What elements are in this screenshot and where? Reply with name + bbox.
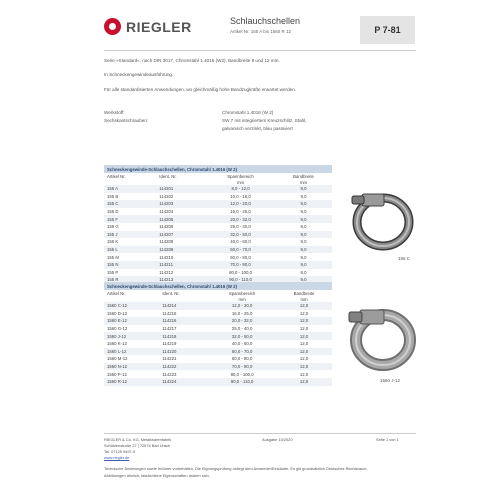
cell-ident: 114206 <box>159 224 174 230</box>
hose-clamp-12mm-image <box>345 300 420 375</box>
table-row <box>104 231 332 239</box>
col-header-range: Spannbereich <box>228 290 256 296</box>
table-row <box>104 200 332 208</box>
footer-web-link[interactable]: www.riegler.de <box>104 455 130 460</box>
cell-width: 9,0 <box>300 239 307 245</box>
cell-range: 50,0 - 70,0 <box>208 348 276 356</box>
cell-article: 155 A <box>104 185 156 193</box>
cell-ident: 114211 <box>156 261 206 269</box>
cell-width: 12,0 <box>299 371 309 377</box>
table-row <box>104 223 332 231</box>
cell-width: 12,0 <box>299 326 309 332</box>
image-caption-1560j12: 1560 J-12 <box>380 378 401 383</box>
footer-disclaimer-2: Abbildungen ähnlich, tatsächliche Eigenschaften ändern sich. <box>104 473 210 478</box>
col-header-ident: Ident. Nr. <box>159 173 177 179</box>
cell-range: 90,0 - 110,0 <box>208 378 276 386</box>
cell-ident: 114213 <box>156 276 206 284</box>
cell-width: 12,0 <box>276 302 332 310</box>
cell-article: 155 D <box>107 209 119 215</box>
page-number-badge: P 7-81 <box>360 16 415 44</box>
hose-clamp-9mm-image <box>348 186 418 256</box>
col-unit-width: mm <box>300 296 308 302</box>
col-header-width: Bandbreite <box>293 173 314 179</box>
cell-range: 16,0 - 25,0 <box>231 310 253 316</box>
cell-width: 9,0 <box>275 185 332 193</box>
table-row <box>104 215 332 223</box>
cell-width: 9,0 <box>275 261 332 269</box>
cell-article: 155 G <box>107 224 119 230</box>
cell-width: 9,0 <box>275 246 332 254</box>
table-row <box>104 302 332 310</box>
cell-range: 20,0 - 32,0 <box>206 215 275 223</box>
col-unit-range: mm <box>236 179 245 185</box>
cell-width: 9,0 <box>300 193 307 199</box>
cell-article: 155 L <box>104 246 156 254</box>
cell-width: 12,0 <box>276 378 332 386</box>
cell-article: 1560 M-12 <box>107 356 128 362</box>
col-header-ident: Ident. Nr. <box>162 290 180 296</box>
table-row <box>104 208 332 216</box>
table-row <box>104 246 332 254</box>
cell-width: 12,0 <box>299 356 309 362</box>
table-row <box>104 332 332 340</box>
cell-article: 1560 E-12 <box>104 317 159 325</box>
cell-width: 12,0 <box>276 348 332 356</box>
cell-range: 40,0 - 60,0 <box>231 341 253 347</box>
spec-value-screws: SW 7 mit integriertem Kreuzschlitz, Stahl, <box>222 118 307 123</box>
table-row <box>104 185 332 193</box>
cell-ident: 114214 <box>159 302 208 310</box>
col-unit-width: mm <box>299 179 308 185</box>
cell-ident: 114207 <box>156 231 206 239</box>
spec-label-material: Werkstoff: <box>104 110 125 115</box>
cell-ident: 114205 <box>156 215 206 223</box>
cell-range: 50,0 - 70,0 <box>206 246 275 254</box>
cell-ident: 114210 <box>159 254 174 260</box>
cell-ident: 114202 <box>159 193 174 199</box>
cell-range: 80,0 - 100,0 <box>230 371 254 377</box>
cell-range: 70,0 - 90,0 <box>208 363 276 371</box>
footer-address: Schützenstraße 27 | 72574 Bad Urach <box>104 443 171 448</box>
cell-ident: 114223 <box>162 371 177 377</box>
intro-line-1: Serie »Standard«, nach DIN 3017, Chromstahl 1.4016 (W2), Bandbreite 9 und 12 mm. <box>104 58 280 63</box>
table-row <box>104 317 332 325</box>
footer-disclaimer-1: Technische Änderungen sowie Irrtümer vorbehalten. Die Eignungsprüfung obliegt dem Anwender/Einkäufer. Es gilt grundsätzlich Deutsches Rechtsraum. <box>104 466 368 471</box>
cell-width: 9,0 <box>275 200 332 208</box>
cell-article: 1560 K-12 <box>107 341 127 347</box>
footer-company: RIEGLER & Co. KG, Metallwarenfabrik <box>104 437 172 442</box>
cell-range: 25,0 - 40,0 <box>231 326 253 332</box>
cell-article: 155 N <box>104 261 156 269</box>
cell-ident: 114209 <box>156 246 206 254</box>
cell-article: 1560 D-12 <box>107 310 128 316</box>
cell-range: 90,0 - 110,0 <box>206 276 275 284</box>
cell-ident: 114222 <box>159 363 208 371</box>
cell-article: 155 C <box>104 200 156 208</box>
cell-ident: 114212 <box>159 269 174 275</box>
cell-range: 40,0 - 60,0 <box>230 239 251 245</box>
table-row <box>104 193 332 201</box>
cell-article: 155 P <box>107 269 119 275</box>
cell-width: 12,0 <box>299 310 309 316</box>
cell-ident: 114218 <box>159 332 208 340</box>
spec-label-screws: Sechskantschrauben: <box>104 118 149 123</box>
cell-width: 12,0 <box>299 341 309 347</box>
cell-range: 8,0 - 12,0 <box>206 185 275 193</box>
cell-article: 155 J <box>104 231 156 239</box>
intro-line-3: Für alle standardisierten Anwendungen, wo gleichmäßig hohe Bandzugkräfte erwartet werden. <box>104 87 297 92</box>
cell-ident: 114216 <box>159 317 208 325</box>
col-unit-range: mm <box>238 296 246 302</box>
cell-range: 12,0 - 20,0 <box>208 302 276 310</box>
table-row <box>104 261 332 269</box>
table-title: Schneckengewinde-Schlauchschellen, Chromstahl 1.4016 (W 2) <box>104 282 332 290</box>
table-row <box>104 378 332 386</box>
cell-ident: 114220 <box>159 348 208 356</box>
col-header-article: Artikel Nr. <box>107 173 126 179</box>
footer-page: Seite 1 von 1 <box>376 437 399 442</box>
intro-line-2: In Schneckengewindeausführung. <box>104 72 174 77</box>
cell-article: 155 M <box>107 254 119 260</box>
cell-article: 1560 P-12 <box>107 371 127 377</box>
footer-edition: Ausgabe 10/2020 <box>262 437 293 442</box>
table-row <box>104 370 332 378</box>
col-header-range: Spannbereich <box>227 173 254 179</box>
cell-ident: 114203 <box>156 200 206 208</box>
table-row <box>104 238 332 246</box>
cell-width: 9,0 <box>300 269 307 275</box>
riegler-logo-icon <box>104 18 121 35</box>
table-row <box>104 269 332 277</box>
cell-article: 1560 J-12 <box>104 332 159 340</box>
cell-range: 80,0 - 100,0 <box>229 269 252 275</box>
cell-width: 12,0 <box>276 332 332 340</box>
footer-phone: Tel. 07125 9497-0 <box>104 449 136 454</box>
cell-article: 155 B <box>107 193 119 199</box>
cell-article: 155 F <box>104 215 156 223</box>
cell-width: 9,0 <box>275 231 332 239</box>
document-title: Schlauchschellen <box>230 16 301 26</box>
cell-article: 155 K <box>107 239 119 245</box>
table-row <box>104 253 332 261</box>
cell-width: 9,0 <box>300 254 307 260</box>
product-table-12mm <box>104 282 332 386</box>
product-table-9mm <box>104 165 332 284</box>
cell-width: 9,0 <box>300 209 307 215</box>
cell-article: 155 R <box>104 276 156 284</box>
image-caption-155c: 155 C <box>398 256 411 261</box>
cell-ident: 114204 <box>159 209 174 215</box>
cell-ident: 114219 <box>162 341 177 347</box>
cell-range: 60,0 - 80,0 <box>231 356 253 362</box>
cell-width: 12,0 <box>276 363 332 371</box>
cell-range: 25,0 - 40,0 <box>230 224 251 230</box>
col-header-article: Artikel Nr. <box>107 290 126 296</box>
cell-range: 32,0 - 50,0 <box>208 332 276 340</box>
table-row <box>104 355 332 363</box>
cell-article: 1560 G-12 <box>107 326 128 332</box>
cell-ident: 114217 <box>162 326 177 332</box>
cell-article: 1560 L-12 <box>104 348 159 356</box>
cell-article: 1560 R-12 <box>104 378 159 386</box>
cell-width: 9,0 <box>300 224 307 230</box>
cell-range: 10,0 - 16,0 <box>230 193 251 199</box>
spec-value-material: Chromstahl 1.4016 (W 2) <box>222 110 274 115</box>
table-title-row <box>104 165 332 173</box>
cell-ident: 114201 <box>156 185 206 193</box>
cell-ident: 114215 <box>162 310 177 316</box>
table-row <box>104 348 332 356</box>
cell-width: 12,0 <box>276 317 332 325</box>
cell-article: 1560 N-12 <box>104 363 159 371</box>
table-row <box>104 340 332 348</box>
cell-range: 12,0 - 20,0 <box>206 200 275 208</box>
table-row <box>104 363 332 371</box>
cell-range: 70,0 - 90,0 <box>206 261 275 269</box>
document-subtitle: Artikel Nr. 155 A bis 1560 R 12 <box>230 29 292 34</box>
cell-article: 1560 C-12 <box>104 302 159 310</box>
cell-range: 20,0 - 32,0 <box>208 317 276 325</box>
cell-range: 16,0 - 25,0 <box>230 209 251 215</box>
table-title-row <box>104 282 332 290</box>
spec-value-screws-2: galvanisch verzinkt, blau passiviert <box>222 126 293 131</box>
cell-range: 60,0 - 80,0 <box>230 254 251 260</box>
brand-name: RIEGLER <box>126 19 192 35</box>
cell-width: 9,0 <box>275 276 332 284</box>
table-title: Schneckengewinde-Schlauchschellen, Chromstahl 1.4016 (W 2) <box>104 165 332 173</box>
table-row <box>104 310 332 318</box>
cell-range: 32,0 - 50,0 <box>206 231 275 239</box>
cell-ident: 114208 <box>159 239 174 245</box>
cell-width: 9,0 <box>275 215 332 223</box>
header-divider <box>104 50 416 51</box>
cell-ident: 114221 <box>162 356 177 362</box>
col-header-width: Bandbreite <box>293 290 315 296</box>
footer-divider <box>104 433 416 434</box>
cell-ident: 114224 <box>159 378 208 386</box>
table-row <box>104 325 332 333</box>
